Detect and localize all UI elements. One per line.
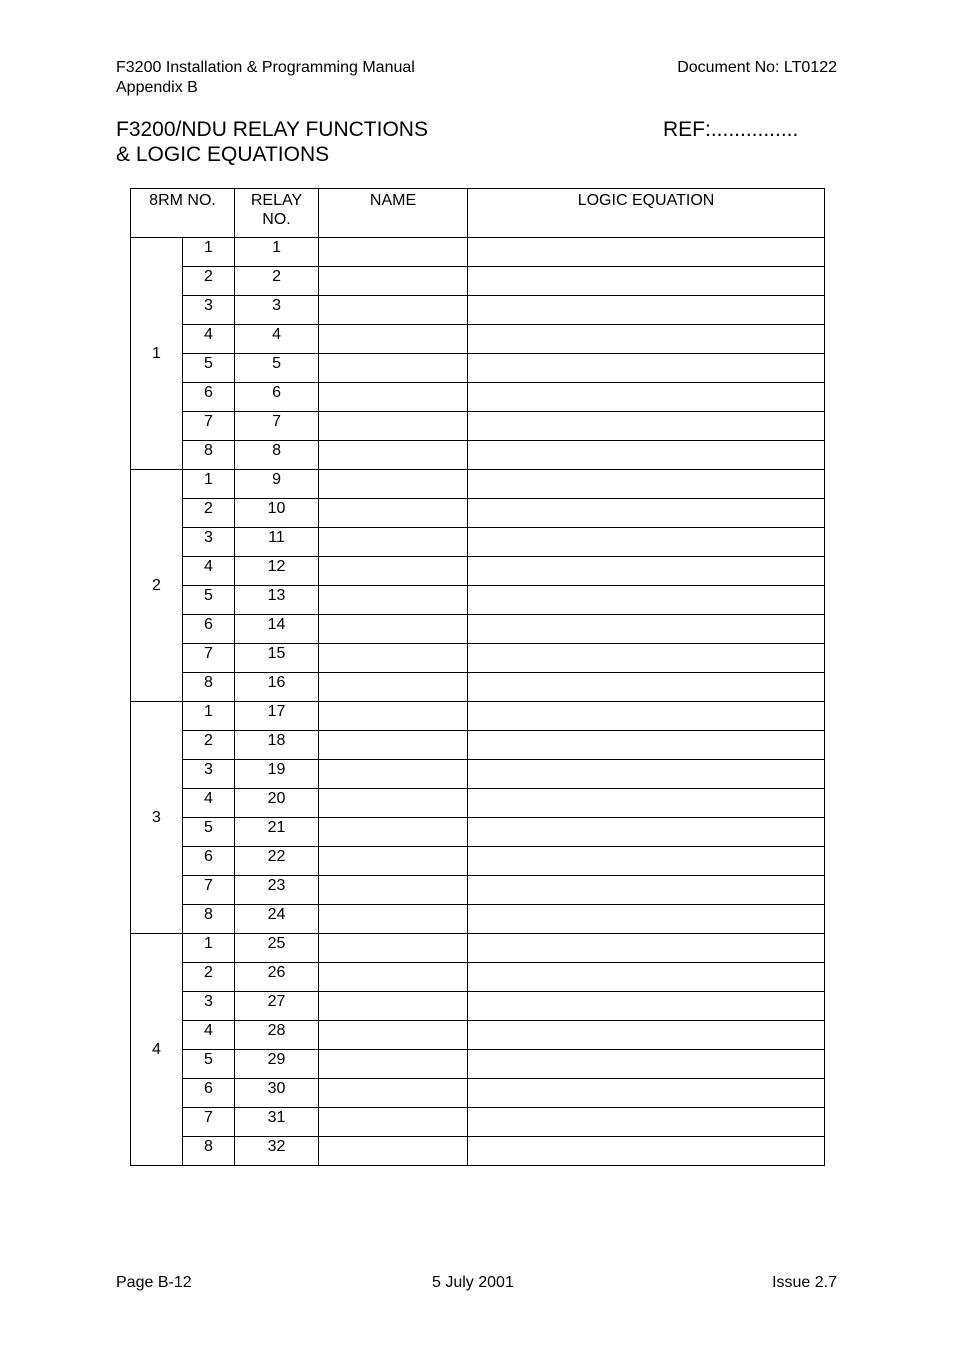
module-relay-index-cell: 6 [183,383,235,412]
table-row [131,615,825,644]
logic-equation-cell [468,412,825,441]
relay-number-cell: 22 [235,847,319,876]
module-relay-index-cell: 7 [183,412,235,441]
table-row [131,267,825,296]
relay-number-cell: 32 [235,1137,319,1166]
relay-number-cell: 13 [235,586,319,615]
relay-number-cell: 21 [235,818,319,847]
module-number-cell: 2 [131,470,183,702]
relay-number-cell: 4 [235,325,319,354]
relay-name-cell [319,441,468,470]
logic-equation-cell [468,992,825,1021]
relay-number-cell: 31 [235,1108,319,1137]
logic-equation-cell [468,354,825,383]
module-relay-index-cell: 2 [183,267,235,296]
logic-equation-cell [468,963,825,992]
relay-name-cell [319,354,468,383]
relay-number-cell: 17 [235,702,319,731]
relay-number-cell: 6 [235,383,319,412]
logic-equation-cell [468,586,825,615]
table-row [131,992,825,1021]
manual-title: F3200 Installation & Programming Manual [116,59,415,76]
relay-name-cell [319,267,468,296]
table-row [131,325,825,354]
relay-number-cell: 18 [235,731,319,760]
table-row [131,905,825,934]
document-header-left [116,58,415,98]
relay-name-cell [319,1137,468,1166]
page-title-line-1: F3200/NDU RELAY FUNCTIONS [116,118,428,141]
page-title-line-2: & LOGIC EQUATIONS [116,143,330,166]
relay-number-cell: 12 [235,557,319,586]
table-row [131,731,825,760]
module-relay-index-cell: 8 [183,905,235,934]
module-number-cell: 4 [131,934,183,1166]
relay-number-cell: 28 [235,1021,319,1050]
relay-number-cell: 30 [235,1079,319,1108]
logic-equation-cell [468,1050,825,1079]
logic-equation-cell [468,528,825,557]
logic-equation-cell [468,499,825,528]
module-relay-index-cell: 7 [183,644,235,673]
issue-date: 5 July 2001 [432,1274,514,1291]
column-header-8rm-no: 8RM NO. [131,189,235,238]
relay-name-cell [319,412,468,441]
relay-name-cell [319,818,468,847]
logic-equation-cell [468,905,825,934]
table-row [131,963,825,992]
relay-name-cell [319,499,468,528]
relay-number-cell: 25 [235,934,319,963]
module-relay-index-cell: 1 [183,238,235,267]
module-relay-index-cell: 6 [183,615,235,644]
logic-equation-cell [468,470,825,499]
relay-name-cell [319,296,468,325]
relay-number-cell: 1 [235,238,319,267]
table-row [131,702,825,731]
module-relay-index-cell: 6 [183,847,235,876]
relay-name-cell [319,615,468,644]
relay-name-cell [319,325,468,354]
logic-equation-cell [468,644,825,673]
column-header-logic-equation: LOGIC EQUATION [468,189,825,238]
relay-number-cell: 24 [235,905,319,934]
module-number-cell: 3 [131,702,183,934]
page-title [116,117,428,167]
logic-equation-cell [468,731,825,760]
document-number: Document No: LT0122 [677,59,837,76]
relay-name-cell [319,992,468,1021]
table-row [131,818,825,847]
table-body [131,238,825,1166]
module-relay-index-cell: 8 [183,441,235,470]
table-row [131,847,825,876]
relay-number-cell: 15 [235,644,319,673]
module-relay-index-cell: 4 [183,557,235,586]
module-relay-index-cell: 3 [183,992,235,1021]
relay-name-cell [319,760,468,789]
relay-name-cell [319,238,468,267]
relay-name-cell [319,586,468,615]
relay-name-cell [319,905,468,934]
table-row [131,876,825,905]
logic-equation-cell [468,1021,825,1050]
relay-number-cell: 10 [235,499,319,528]
logic-equation-cell [468,1108,825,1137]
column-header-name: NAME [319,189,468,238]
table-row [131,470,825,499]
relay-number-cell: 11 [235,528,319,557]
relay-number-cell: 19 [235,760,319,789]
module-relay-index-cell: 8 [183,673,235,702]
relay-functions-table [130,188,825,1166]
relay-name-cell [319,934,468,963]
table-row [131,1108,825,1137]
page-number: Page B-12 [116,1274,192,1291]
relay-number-cell: 14 [235,615,319,644]
table-row [131,412,825,441]
relay-name-cell [319,731,468,760]
table-row [131,499,825,528]
module-relay-index-cell: 5 [183,586,235,615]
relay-name-cell [319,702,468,731]
relay-name-cell [319,847,468,876]
relay-name-cell [319,557,468,586]
relay-name-cell [319,1079,468,1108]
relay-number-cell: 5 [235,354,319,383]
logic-equation-cell [468,1137,825,1166]
table-row [131,557,825,586]
logic-equation-cell [468,1079,825,1108]
relay-name-cell [319,644,468,673]
module-relay-index-cell: 5 [183,354,235,383]
relay-number-cell: 29 [235,1050,319,1079]
logic-equation-cell [468,876,825,905]
table-row [131,1021,825,1050]
module-relay-index-cell: 7 [183,1108,235,1137]
relay-name-cell [319,1021,468,1050]
relay-name-cell [319,470,468,499]
logic-equation-cell [468,557,825,586]
module-relay-index-cell: 5 [183,1050,235,1079]
relay-name-cell [319,1108,468,1137]
module-relay-index-cell: 1 [183,470,235,499]
module-relay-index-cell: 6 [183,1079,235,1108]
logic-equation-cell [468,702,825,731]
relay-number-cell: 7 [235,412,319,441]
relay-name-cell [319,876,468,905]
logic-equation-cell [468,383,825,412]
module-relay-index-cell: 4 [183,325,235,354]
logic-equation-cell [468,238,825,267]
module-relay-index-cell: 7 [183,876,235,905]
table-row [131,441,825,470]
module-relay-index-cell: 8 [183,1137,235,1166]
relay-number-cell: 3 [235,296,319,325]
table-row [131,1050,825,1079]
issue-number: Issue 2.7 [772,1274,837,1291]
table-row [131,528,825,557]
module-relay-index-cell: 1 [183,934,235,963]
relay-name-cell [319,383,468,412]
table-row [131,354,825,383]
table-row [131,1079,825,1108]
relay-number-cell: 26 [235,963,319,992]
relay-number-cell: 8 [235,441,319,470]
relay-number-cell: 16 [235,673,319,702]
column-header-relay-no [235,189,319,238]
table-row [131,586,825,615]
module-relay-index-cell: 2 [183,963,235,992]
table-row [131,383,825,412]
table-row [131,789,825,818]
module-relay-index-cell: 2 [183,499,235,528]
column-header-relay-no-text: RELAY NO. [250,192,303,228]
table-row [131,1137,825,1166]
module-relay-index-cell: 4 [183,1021,235,1050]
table-row [131,934,825,963]
module-relay-index-cell: 4 [183,789,235,818]
logic-equation-cell [468,818,825,847]
table-header-row [131,189,825,238]
logic-equation-cell [468,267,825,296]
module-relay-index-cell: 3 [183,528,235,557]
table-row [131,296,825,325]
logic-equation-cell [468,847,825,876]
relay-number-cell: 9 [235,470,319,499]
logic-equation-cell [468,615,825,644]
module-number-cell: 1 [131,238,183,470]
logic-equation-cell [468,760,825,789]
logic-equation-cell [468,673,825,702]
appendix-label: Appendix B [116,79,198,96]
logic-equation-cell [468,325,825,354]
module-relay-index-cell: 3 [183,296,235,325]
logic-equation-cell [468,789,825,818]
relay-name-cell [319,673,468,702]
relay-number-cell: 27 [235,992,319,1021]
table-row [131,673,825,702]
logic-equation-cell [468,441,825,470]
relay-number-cell: 23 [235,876,319,905]
relay-number-cell: 2 [235,267,319,296]
module-relay-index-cell: 2 [183,731,235,760]
relay-name-cell [319,789,468,818]
table-row [131,644,825,673]
table-row [131,760,825,789]
module-relay-index-cell: 5 [183,818,235,847]
logic-equation-cell [468,296,825,325]
module-relay-index-cell: 3 [183,760,235,789]
module-relay-index-cell: 1 [183,702,235,731]
relay-name-cell [319,963,468,992]
relay-number-cell: 20 [235,789,319,818]
relay-name-cell [319,528,468,557]
table-row [131,238,825,267]
logic-equation-cell [468,934,825,963]
reference-field: REF:............... [663,118,799,141]
relay-name-cell [319,1050,468,1079]
